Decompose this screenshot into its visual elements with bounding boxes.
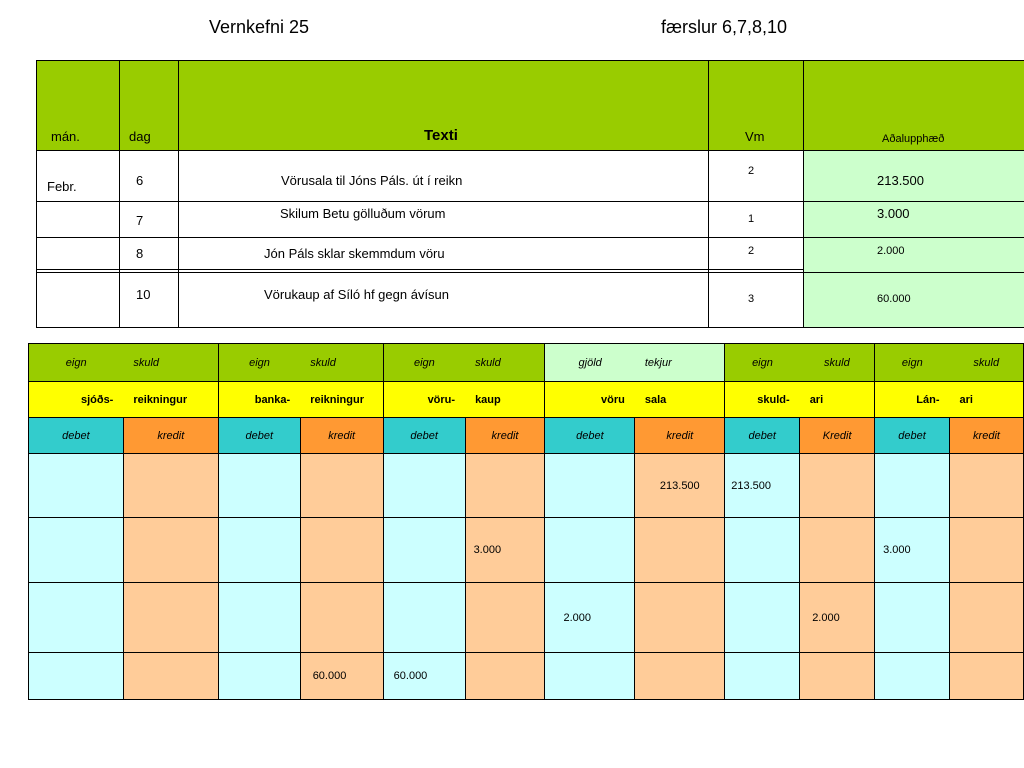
ledger-cell [29, 454, 124, 518]
ledger-cell [218, 518, 300, 583]
debit-label: debet [29, 418, 124, 454]
credit-label: kredit [300, 418, 383, 454]
credit-label: kredit [950, 418, 1024, 454]
entry-text: Vörusala til Jóns Páls. út í reikn [281, 173, 463, 188]
ledger-cell [465, 653, 545, 700]
ledger-cell [218, 653, 300, 700]
credit-label: kredit [635, 418, 725, 454]
entry-day: 6 [136, 173, 144, 188]
entry-vm: 3 [748, 293, 755, 305]
ledger-cell [300, 454, 383, 518]
account-name: ari [950, 382, 1024, 418]
ledger-cell [635, 653, 725, 700]
journal-table [36, 60, 1024, 328]
account-name: sjóðs- [29, 382, 124, 418]
ledger-entry-row [29, 518, 1024, 583]
header-month-label: mán. [51, 129, 80, 144]
entry-day: 7 [136, 213, 144, 228]
page-title: Vernkefni 25 [209, 17, 310, 37]
ledger-entry-row [29, 583, 1024, 653]
ledger-cell [123, 454, 218, 518]
row-divider [37, 269, 804, 270]
row-divider [37, 237, 1024, 238]
ledger-cell [545, 518, 635, 583]
ledger-cell: 60.000 [383, 653, 465, 700]
entry-amount: 3.000 [877, 206, 910, 221]
account-type-row [29, 344, 1024, 382]
entries-title: færslur 6,7,8,10 [661, 17, 788, 37]
row-divider [37, 201, 1024, 202]
ledger-cell [123, 518, 218, 583]
ledger-cell [725, 653, 800, 700]
ledger-cell [545, 653, 635, 700]
account-type: skuld [465, 344, 545, 382]
debit-label: debet [875, 418, 950, 454]
ledger-cell [383, 583, 465, 653]
ledger-cell [123, 653, 218, 700]
ledger-cell [300, 583, 383, 653]
account-name: reikningur [300, 382, 383, 418]
account-name: sala [635, 382, 725, 418]
account-name: kaup [465, 382, 545, 418]
ledger-cell [29, 518, 124, 583]
ledger-cell [545, 454, 635, 518]
entry-amount: 2.000 [877, 245, 905, 257]
row-divider [37, 150, 1024, 151]
ledger-cell [300, 518, 383, 583]
account-name: skuld- [725, 382, 800, 418]
ledger-cell [950, 518, 1024, 583]
ledger-cell [875, 454, 950, 518]
col-month [37, 151, 120, 327]
ledger-cell [218, 454, 300, 518]
ledger-cell [383, 518, 465, 583]
account-name: Lán- [875, 382, 950, 418]
entry-amount: 213.500 [877, 173, 924, 188]
credit-label: kredit [123, 418, 218, 454]
account-type: eign [218, 344, 300, 382]
ledger-cell [875, 583, 950, 653]
ledger-cell [725, 518, 800, 583]
ledger-entry-row [29, 454, 1024, 518]
entry-amount: 60.000 [877, 293, 911, 305]
ledger-entry-row [29, 653, 1024, 700]
account-type: eign [29, 344, 124, 382]
ledger-cell: 2.000 [545, 583, 635, 653]
credit-label: kredit [465, 418, 545, 454]
month-value: Febr. [47, 179, 77, 194]
account-type: eign [725, 344, 800, 382]
ledger-cell: 3.000 [465, 518, 545, 583]
ledger-cell [123, 583, 218, 653]
credit-label: Kredit [800, 418, 875, 454]
account-name: reikningur [123, 382, 218, 418]
col-vm [709, 151, 804, 327]
account-name: banka- [218, 382, 300, 418]
header-day-label: dag [129, 129, 151, 144]
ledger-cell [950, 583, 1024, 653]
ledger-cell [635, 518, 725, 583]
account-type: skuld [950, 344, 1024, 382]
ledger-cell [800, 518, 875, 583]
entry-vm: 1 [748, 213, 755, 225]
ledger-table [28, 343, 1024, 700]
account-type: tekjur [635, 344, 725, 382]
ledger-cell [383, 454, 465, 518]
header-vm-label: Vm [745, 129, 765, 144]
ledger-cell: 60.000 [300, 653, 383, 700]
ledger-cell [465, 583, 545, 653]
account-type: skuld [123, 344, 218, 382]
row-divider [37, 272, 1024, 273]
account-type: gjöld [545, 344, 635, 382]
debit-label: debet [383, 418, 465, 454]
account-type: skuld [300, 344, 383, 382]
debit-label: debet [725, 418, 800, 454]
ledger-cell [218, 583, 300, 653]
ledger-cell [465, 454, 545, 518]
entry-vm: 2 [748, 165, 755, 177]
debit-label: debet [545, 418, 635, 454]
ledger-cell: 3.000 [875, 518, 950, 583]
ledger-cell [800, 653, 875, 700]
ledger-cell: 213.500 [725, 454, 800, 518]
account-type: skuld [800, 344, 875, 382]
entry-day: 10 [136, 287, 151, 302]
entry-day: 8 [136, 246, 144, 261]
entry-text: Vörukaup af Síló hf gegn ávísun [264, 287, 450, 302]
account-name: ari [800, 382, 875, 418]
ledger-cell: 2.000 [800, 583, 875, 653]
account-type: eign [383, 344, 465, 382]
debit-credit-row [29, 418, 1024, 454]
account-name-row [29, 382, 1024, 418]
ledger-cell [635, 583, 725, 653]
account-name: vöru [545, 382, 635, 418]
ledger-cell [875, 653, 950, 700]
ledger-cell [950, 454, 1024, 518]
ledger-cell [725, 583, 800, 653]
ledger-cell [950, 653, 1024, 700]
debit-label: debet [218, 418, 300, 454]
entry-text: Jón Páls sklar skemmdum vöru [264, 246, 445, 261]
entry-text: Skilum Betu gölluðum vörum [280, 206, 446, 221]
ledger-cell [29, 653, 124, 700]
account-type: eign [875, 344, 950, 382]
header-text-label: Texti [424, 127, 458, 144]
ledger-cell [29, 583, 124, 653]
account-name: vöru- [383, 382, 465, 418]
header-amount-label: Aðalupphæð [882, 133, 945, 145]
ledger-cell [800, 454, 875, 518]
ledger-cell: 213.500 [635, 454, 725, 518]
entry-vm: 2 [748, 245, 755, 257]
